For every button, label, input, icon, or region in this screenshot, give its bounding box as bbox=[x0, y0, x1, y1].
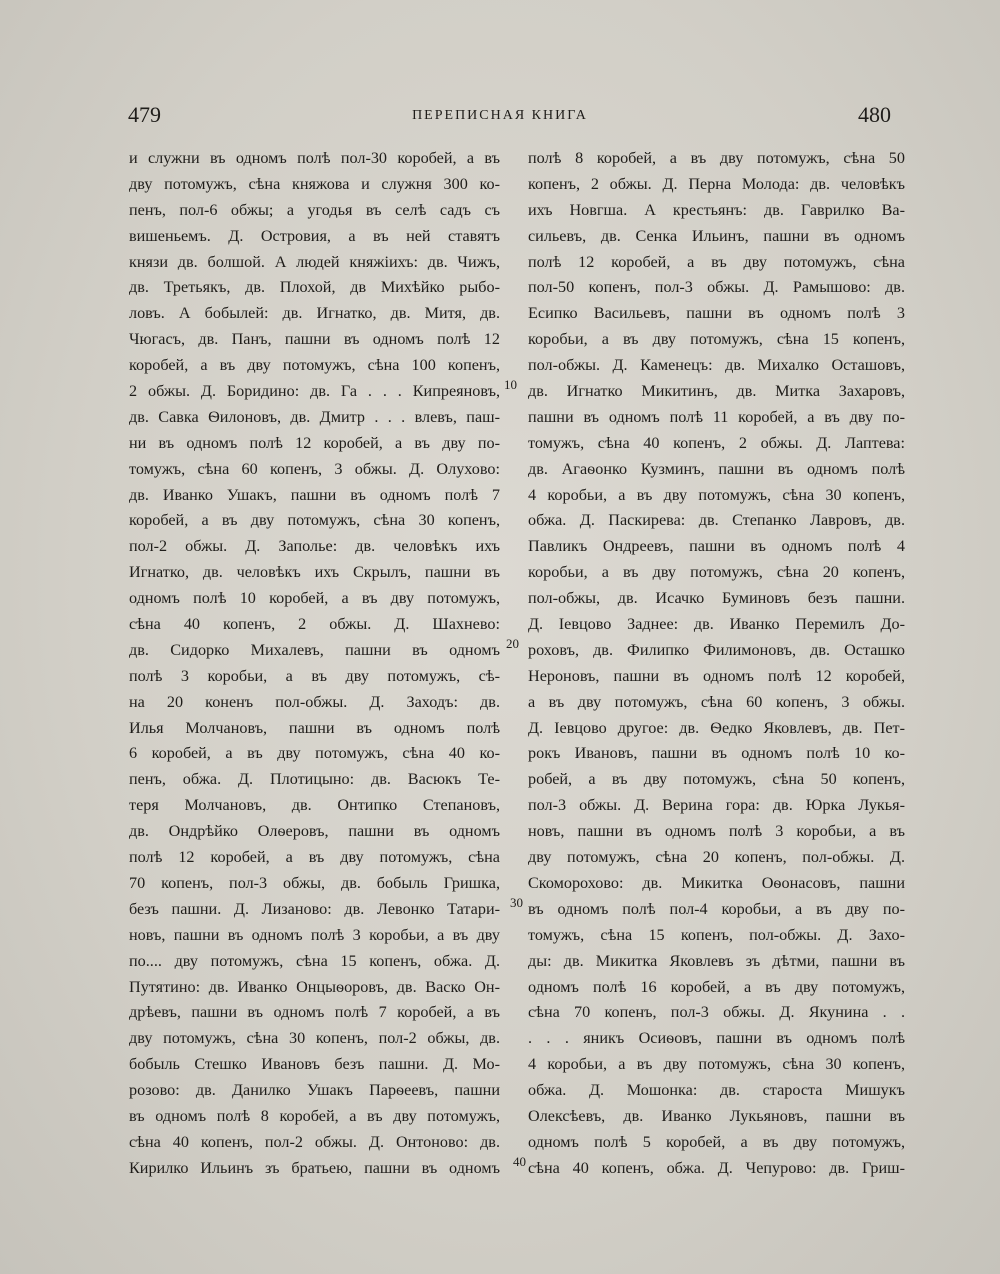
text-line: Скоморохово: дв. Микитка Оѳонасовъ, пашни bbox=[528, 873, 905, 892]
text-line: одномъ полѣ 5 коробей, а въ дву потомужъ, bbox=[528, 1132, 905, 1151]
text-line: дву потомужъ, сѣна 30 копенъ, пол-2 обжы, дв. bbox=[129, 1029, 500, 1048]
running-head bbox=[0, 98, 1000, 132]
text-line: князи дв. болшой. А людей княжіихъ: дв. Чижъ, bbox=[129, 252, 500, 271]
text-line: томужъ, сѣна 15 копенъ, пол-обжы. Д. Захо- bbox=[528, 925, 905, 944]
text-line: Илья Молчановъ, пашни въ одномъ полѣ bbox=[129, 718, 500, 737]
page-number-left: 479 bbox=[128, 102, 161, 127]
text-line: бобыль Стешко Ивановъ безъ пашни. Д. Мо- bbox=[129, 1055, 500, 1074]
text-line: новъ, пашни въ одномъ полѣ 3 коробьи, а въ bbox=[528, 822, 905, 841]
text-line: 70 копенъ, пол-3 обжы, дв. бобыль Гришка, bbox=[129, 873, 500, 892]
text-line: ды: дв. Микитка Яковлевъ зъ дѣтми, пашни въ bbox=[528, 951, 905, 970]
text-line: и служни въ одномъ полѣ пол-30 коробей, а въ bbox=[129, 149, 500, 167]
text-line: дв. Третьякъ, дв. Плохой, дв Михѣйко рыбо- bbox=[129, 278, 500, 297]
text-line: одномъ полѣ 10 коробей, а въ дву потомужъ, bbox=[129, 589, 500, 608]
text-line: дв. Игнатко Микитинъ, дв. Митка Захаровъ, bbox=[528, 382, 905, 401]
text-line: а въ дву потомужъ, сѣна 60 копенъ, 3 обжы. bbox=[528, 692, 905, 711]
line-number-40: 40 bbox=[513, 1154, 526, 1169]
text-line: дв. Ондрѣйко Олѳеровъ, пашни въ одномъ bbox=[129, 822, 500, 841]
text-line: Д. Іевцово Заднее: дв. Иванко Перемилъ До- bbox=[528, 615, 905, 634]
text-line: томужъ, сѣна 60 копенъ, 3 обжы. Д. Олухово: bbox=[129, 459, 500, 478]
text-line: новъ, пашни въ одномъ полѣ 3 коробьи, а въ дву bbox=[129, 925, 500, 944]
text-line: пол-обжы. Д. Каменецъ: дв. Михалко Осташовъ, bbox=[528, 356, 905, 375]
text-line: дв. Иванко Ушакъ, пашни въ одномъ полѣ 7 bbox=[129, 485, 500, 504]
text-line: коробей, а въ дву потомужъ, сѣна 100 копенъ, bbox=[129, 356, 500, 375]
text-line: . . . яникъ Осиѳовъ, пашни въ одномъ полѣ bbox=[528, 1029, 905, 1048]
text-line: 6 коробей, а въ дву потомужъ, сѣна 40 ко- bbox=[129, 744, 500, 763]
line-number-10: 10 bbox=[504, 377, 517, 392]
text-line: розово: дв. Данилко Ушакъ Парѳеевъ, пашни bbox=[129, 1081, 500, 1100]
text-line: Нероновъ, пашни въ одномъ полѣ 12 коробей, bbox=[528, 666, 905, 685]
text-line: полѣ 12 коробей, а въ дву потомужъ, сѣна bbox=[129, 848, 500, 867]
text-line: дв. Сидорко Михалевъ, пашни въ одномъ bbox=[129, 640, 500, 659]
text-line: полѣ 8 коробей, а въ дву потомужъ, сѣна 50 bbox=[528, 149, 905, 167]
text-line: пол-50 копенъ, пол-3 обжы. Д. Рамышово: дв. bbox=[528, 278, 905, 297]
text-line: дву потомужъ, сѣна княжова и служня 300 ко- bbox=[129, 174, 500, 193]
text-line: Павликъ Ондреевъ, пашни въ одномъ полѣ 4 bbox=[528, 537, 905, 556]
text-line: полѣ 12 коробей, а въ дву потомужъ, сѣна bbox=[528, 252, 905, 271]
line-number-30: 30 bbox=[510, 895, 523, 910]
text-line: пенъ, пол-6 обжы; а угодья въ селѣ садъ съ bbox=[129, 200, 500, 219]
line-number-20: 20 bbox=[506, 636, 519, 651]
right-column bbox=[528, 146, 905, 1182]
text-line: Чюгасъ, дв. Панъ, пашни въ одномъ полѣ 12 bbox=[129, 330, 500, 349]
text-line: томужъ, сѣна 40 копенъ, 2 обжы. Д. Лаптева: bbox=[528, 433, 905, 452]
text-line: сѣна 40 копенъ, обжа. Д. Чепурово: дв. Гриш- bbox=[528, 1158, 905, 1177]
text-line: безъ пашни. Д. Лизаново: дв. Левонко Татари- bbox=[129, 899, 500, 918]
running-title: ПЕРЕПИСНАЯ КНИГА bbox=[412, 108, 588, 123]
left-column bbox=[129, 146, 500, 1182]
text-line: пол-2 обжы. Д. Заполье: дв. человѣкъ ихъ bbox=[129, 537, 500, 556]
text-line: сильевъ, дв. Сенка Ильинъ, пашни въ одномъ bbox=[528, 226, 905, 245]
text-line: коробьи, а въ дву потомужъ, сѣна 15 копенъ, bbox=[528, 330, 905, 349]
text-line: дв. Савка Ѳилоновъ, дв. Дмитр . . . влевъ, паш- bbox=[129, 407, 500, 426]
text-line: ни въ одномъ полѣ 12 коробей, а въ дву по- bbox=[129, 433, 500, 452]
text-line: полѣ 3 коробьи, а въ дву потомужъ, сѣ- bbox=[129, 666, 500, 685]
text-line: обжа. Д. Мошонка: дв. староста Мишукъ bbox=[528, 1081, 905, 1100]
text-line: Есипко Васильевъ, пашни въ одномъ полѣ 3 bbox=[528, 304, 905, 323]
text-line: 4 коробьи, а въ дву потомужъ, сѣна 30 копенъ, bbox=[528, 485, 905, 504]
text-line: Олексѣевъ, дв. Иванко Лукьяновъ, пашни въ bbox=[528, 1106, 905, 1125]
text-line: коробьи, а въ дву потомужъ, сѣна 20 копенъ, bbox=[528, 563, 905, 582]
text-line: сѣна 40 копенъ, 2 обжы. Д. Шахнево: bbox=[129, 615, 500, 634]
text-line: сѣна 40 копенъ, пол-2 обжы. Д. Онтоново: дв. bbox=[129, 1132, 500, 1151]
text-line: въ одномъ полѣ 8 коробей, а въ дву потомужъ, bbox=[129, 1106, 500, 1125]
text-line: 2 обжы. Д. Боридино: дв. Га . . . Кипреяновъ, bbox=[129, 382, 500, 401]
text-line: 4 коробьи, а въ дву потомужъ, сѣна 30 копенъ, bbox=[528, 1055, 905, 1074]
text-line: Игнатко, дв. человѣкъ ихъ Скрылъ, пашни въ bbox=[129, 563, 500, 582]
text-line: одномъ полѣ 16 коробей, а въ дву потомужъ, bbox=[528, 977, 905, 996]
text-line: дрѣевъ, пашни въ одномъ полѣ 7 коробей, а въ bbox=[129, 1003, 500, 1022]
text-line: дв. Агаѳонко Кузминъ, пашни въ одномъ полѣ bbox=[528, 459, 905, 478]
text-line: обжа. Д. Паскирева: дв. Степанко Лавровъ, дв. bbox=[528, 511, 905, 530]
text-line: на 20 коненъ пол-обжы. Д. Заходъ: дв. bbox=[129, 692, 500, 711]
text-line: ихъ Новгша. А крестьянъ: дв. Гаврилко Ва- bbox=[528, 200, 905, 219]
text-line: въ одномъ полѣ пол-4 коробьи, а въ дву по- bbox=[528, 899, 905, 918]
text-line: пенъ, обжа. Д. Плотицыно: дв. Васюкъ Те- bbox=[129, 770, 500, 789]
text-line: рокъ Ивановъ, пашни въ одномъ полѣ 10 ко- bbox=[528, 744, 905, 763]
text-line: Кирилко Ильинъ зъ братьею, пашни въ одномъ bbox=[129, 1158, 500, 1177]
text-line: робей, а въ дву потомужъ, сѣна 50 копенъ, bbox=[528, 770, 905, 789]
text-line: по.... дву потомужъ, сѣна 15 копенъ, обжа. Д. bbox=[129, 951, 500, 970]
text-line: копенъ, 2 обжы. Д. Перна Молода: дв. человѣкъ bbox=[528, 174, 905, 193]
text-line: коробей, а въ дву потомужъ, сѣна 30 копенъ, bbox=[129, 511, 500, 530]
text-line: пол-обжы, дв. Исачко Буминовъ безъ пашни. bbox=[528, 589, 905, 608]
text-line: Д. Іевцово другое: дв. Ѳедко Яковлевъ, дв. Пет- bbox=[528, 718, 905, 737]
text-line: дву потомужъ, сѣна 20 копенъ, пол-обжы. Д. bbox=[528, 848, 905, 867]
text-line: теря Молчановъ, дв. Онтипко Степановъ, bbox=[129, 796, 500, 815]
text-line: пашни въ одномъ полѣ 11 коробей, а въ дву по- bbox=[528, 407, 905, 426]
text-line: пол-3 обжы. Д. Верина гора: дв. Юрка Лукья- bbox=[528, 796, 905, 815]
text-line: сѣна 70 копенъ, пол-3 обжы. Д. Якунина . . bbox=[528, 1003, 905, 1022]
text-line: роховъ, дв. Филипко Филимоновъ, дв. Осташко bbox=[528, 640, 905, 659]
page-number-right: 480 bbox=[858, 102, 891, 127]
text-line: Путятино: дв. Иванко Онцыѳоровъ, дв. Васко Он- bbox=[129, 977, 500, 996]
text-line: ловъ. А бобылей: дв. Игнатко, дв. Митя, дв. bbox=[129, 304, 500, 323]
text-line: вишеньемъ. Д. Островия, а въ ней ставятъ bbox=[129, 226, 500, 245]
